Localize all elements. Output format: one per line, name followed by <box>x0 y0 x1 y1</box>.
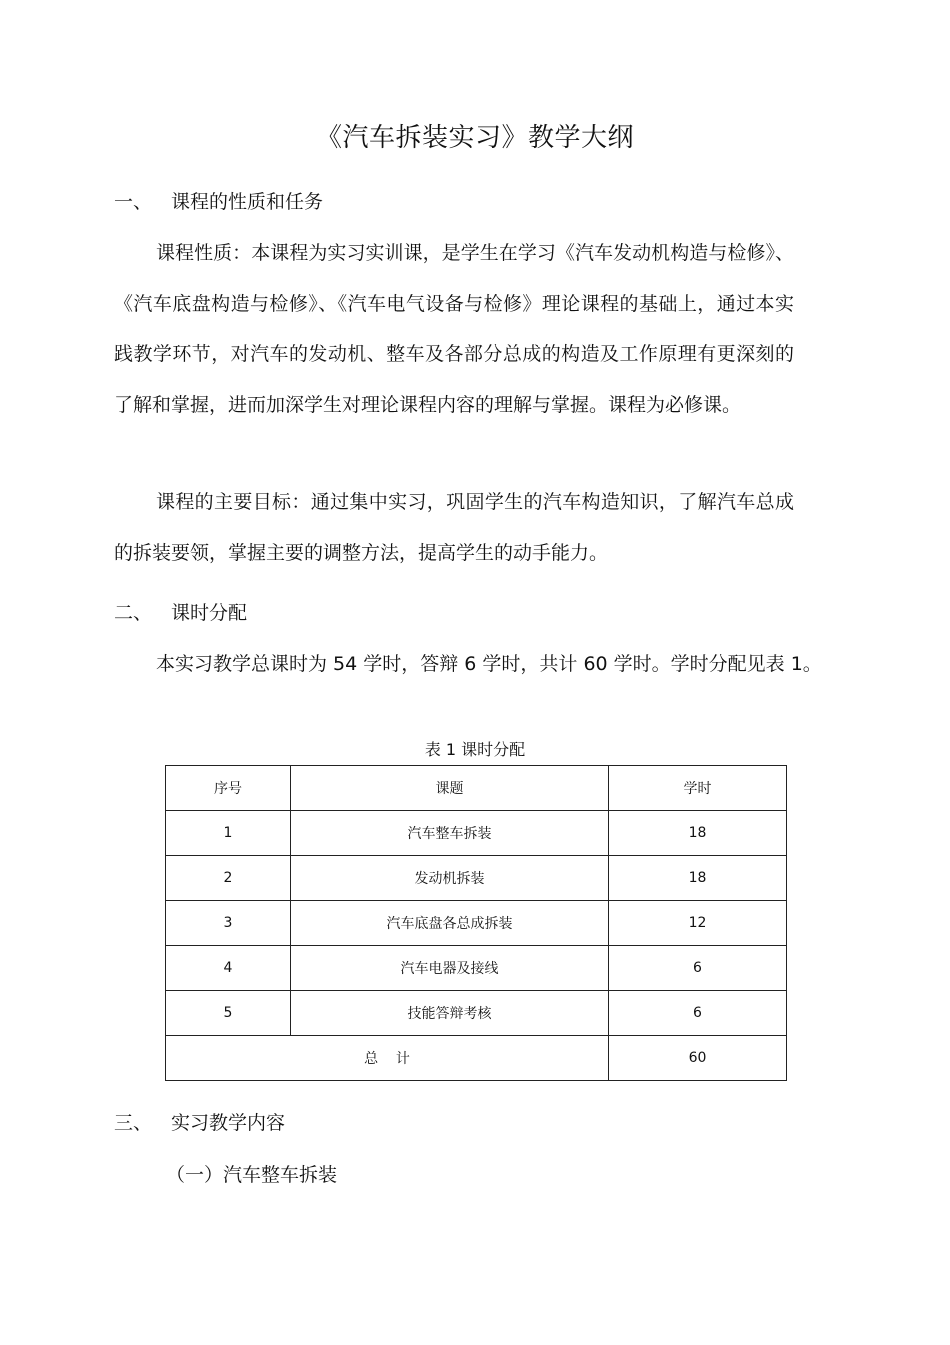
section-heading-3 <box>114 1108 285 1138</box>
cell-hours: 12 <box>609 901 787 946</box>
cell-number: 5 <box>166 991 291 1036</box>
section-title: 课时分配 <box>171 602 248 624</box>
header-cell-topic: 课题 <box>291 766 609 811</box>
cell-topic: 汽车电器及接线 <box>291 946 609 991</box>
header-cell-hours: 学时 <box>609 766 787 811</box>
hours-paragraph: 本实习教学总课时为 54 学时，答辩 6 学时，共计 60 学时。学时分配见表 1。 <box>156 653 822 675</box>
section-heading-1 <box>114 187 323 217</box>
cell-hours: 18 <box>609 856 787 901</box>
table-header-row <box>166 766 787 811</box>
total-value-cell: 60 <box>609 1036 787 1081</box>
course-goal-paragraph: 课程的主要目标：通过集中实习，巩固学生的汽车构造知识，了解汽车总成的拆装要领，掌握主要的调整方法，提高学生的动手能力。 <box>114 491 794 564</box>
cell-hours: 6 <box>609 946 787 991</box>
table-row <box>166 856 787 901</box>
total-label-cell: 总 计 <box>166 1036 609 1081</box>
header-cell-number: 序号 <box>166 766 291 811</box>
hours-table <box>165 765 787 1081</box>
table-row <box>166 811 787 856</box>
section-title: 课程的性质和任务 <box>171 191 324 213</box>
subsection-heading: （一）汽车整车拆装 <box>166 1164 338 1186</box>
section-number: 三、 <box>114 1112 153 1134</box>
document-title: 《汽车拆装实习》教学大纲 <box>315 123 634 153</box>
table-row <box>166 991 787 1036</box>
cell-number: 4 <box>166 946 291 991</box>
section-heading-2 <box>114 598 247 628</box>
section-number: 二、 <box>114 602 153 624</box>
cell-number: 1 <box>166 811 291 856</box>
table-row <box>166 901 787 946</box>
table-row <box>166 946 787 991</box>
section-number: 一、 <box>114 191 153 213</box>
section-title: 实习教学内容 <box>171 1112 286 1134</box>
cell-topic: 汽车底盘各总成拆装 <box>291 901 609 946</box>
cell-topic: 技能答辩考核 <box>291 991 609 1036</box>
cell-topic: 汽车整车拆装 <box>291 811 609 856</box>
cell-hours: 18 <box>609 811 787 856</box>
table-total-row <box>166 1036 787 1081</box>
course-nature-paragraph: 课程性质：本课程为实习实训课，是学生在学习《汽车发动机构造与检修》、《汽车底盘构造与检修》、《汽车电气设备与检修》理论课程的基础上，通过本实践教学环节，对汽车的发动机、整车及各部分总成的构造及工作原理有更深刻的了解和掌握，进而加深学生对理论课程内容的理解与掌握。课程为必修课。 <box>114 242 794 416</box>
cell-number: 2 <box>166 856 291 901</box>
cell-number: 3 <box>166 901 291 946</box>
table-caption: 表 1 课时分配 <box>424 740 526 759</box>
cell-hours: 6 <box>609 991 787 1036</box>
cell-topic: 发动机拆装 <box>291 856 609 901</box>
